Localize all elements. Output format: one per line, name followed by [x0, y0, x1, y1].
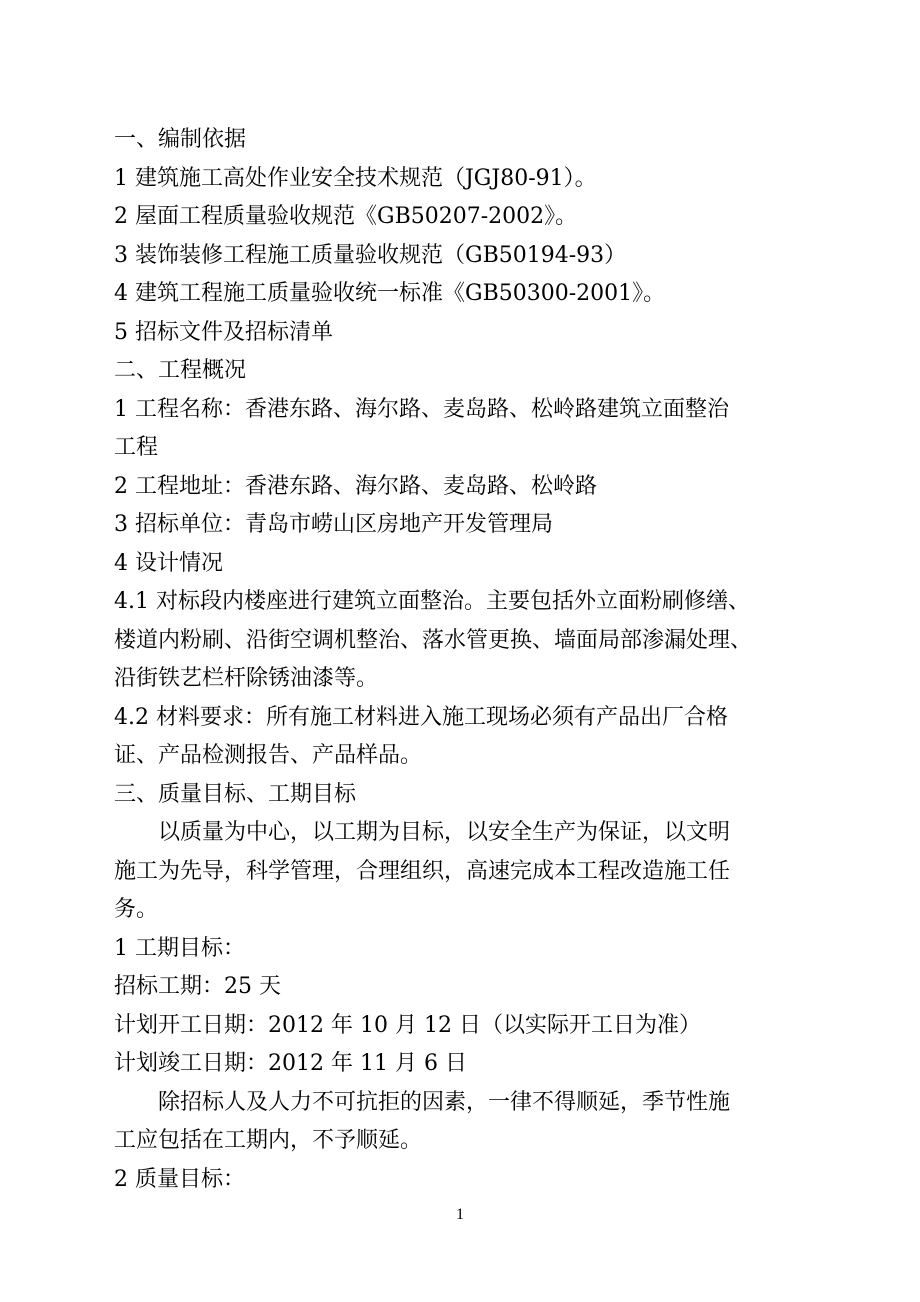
text-line: 1 工程名称：香港东路、海尔路、麦岛路、松岭路建筑立面整治: [114, 396, 729, 422]
text-line: 一、编制依据: [114, 127, 247, 152]
text-line: 沿街铁艺栏杆除锈油漆等。: [114, 666, 379, 691]
text-line: 楼道内粉刷、沿街空调机整治、落水管更换、墙面局部渗漏处理、: [114, 627, 753, 653]
text-line: 2 屋面工程质量验收规范《GB50207-2002》。: [114, 204, 578, 229]
section-heading: 二、工程概况: [114, 358, 247, 383]
section-heading: 三、质量目标、工期目标: [114, 781, 357, 807]
text-line: 3 装饰装修工程施工质量验收规范（GB50194-93）: [114, 242, 627, 268]
text-line: 3 招标单位：青岛市崂山区房地产开发管理局: [114, 512, 553, 537]
text-line: 4.1 对标段内楼座进行建筑立面整治。主要包括外立面粉刷修缮、: [114, 589, 750, 614]
document-body: [114, 121, 814, 1199]
text-line: 证、产品检测报告、产品样品。: [114, 743, 423, 768]
text-line: 施工为先导，科学管理，合理组织，高速完成本工程改造施工任: [114, 858, 731, 884]
text-line: 招标工期：25 天: [114, 974, 281, 999]
text-line: 2 工程地址：香港东路、海尔路、麦岛路、松岭路: [114, 473, 597, 499]
text-line: 2 质量目标：: [114, 1166, 245, 1192]
text-line: 除招标人及人力不可抗拒的因素，一律不得顺延，季节性施: [158, 1089, 731, 1115]
text-line: 务。: [114, 897, 159, 922]
text-line: 计划竣工日期：2012 年 11 月 6 日: [114, 1051, 467, 1076]
text-line: 工程: [114, 435, 159, 460]
text-line: 4.2 材料要求：所有施工材料进入施工现场必须有产品出厂合格: [114, 704, 728, 730]
text-line: 4 设计情况: [114, 550, 223, 576]
text-line: 工应包括在工期内，不予顺延。: [114, 1128, 423, 1153]
text-line: 4 建筑工程施工质量验收统一标准《GB50300-2001》。: [114, 281, 666, 306]
text-line: 1 建筑施工高处作业安全技术规范（JGJ80-91）。: [114, 165, 597, 191]
page-number: 1: [456, 1206, 464, 1223]
text-line: 1 工期目标：: [114, 935, 245, 961]
text-line: 计划开工日期：2012 年 10 月 12 日（以实际开工日为准）: [114, 1012, 701, 1038]
text-line: 5 招标文件及招标清单: [114, 319, 333, 345]
text-line: 以质量为中心，以工期为目标，以安全生产为保证，以文明: [158, 820, 731, 845]
